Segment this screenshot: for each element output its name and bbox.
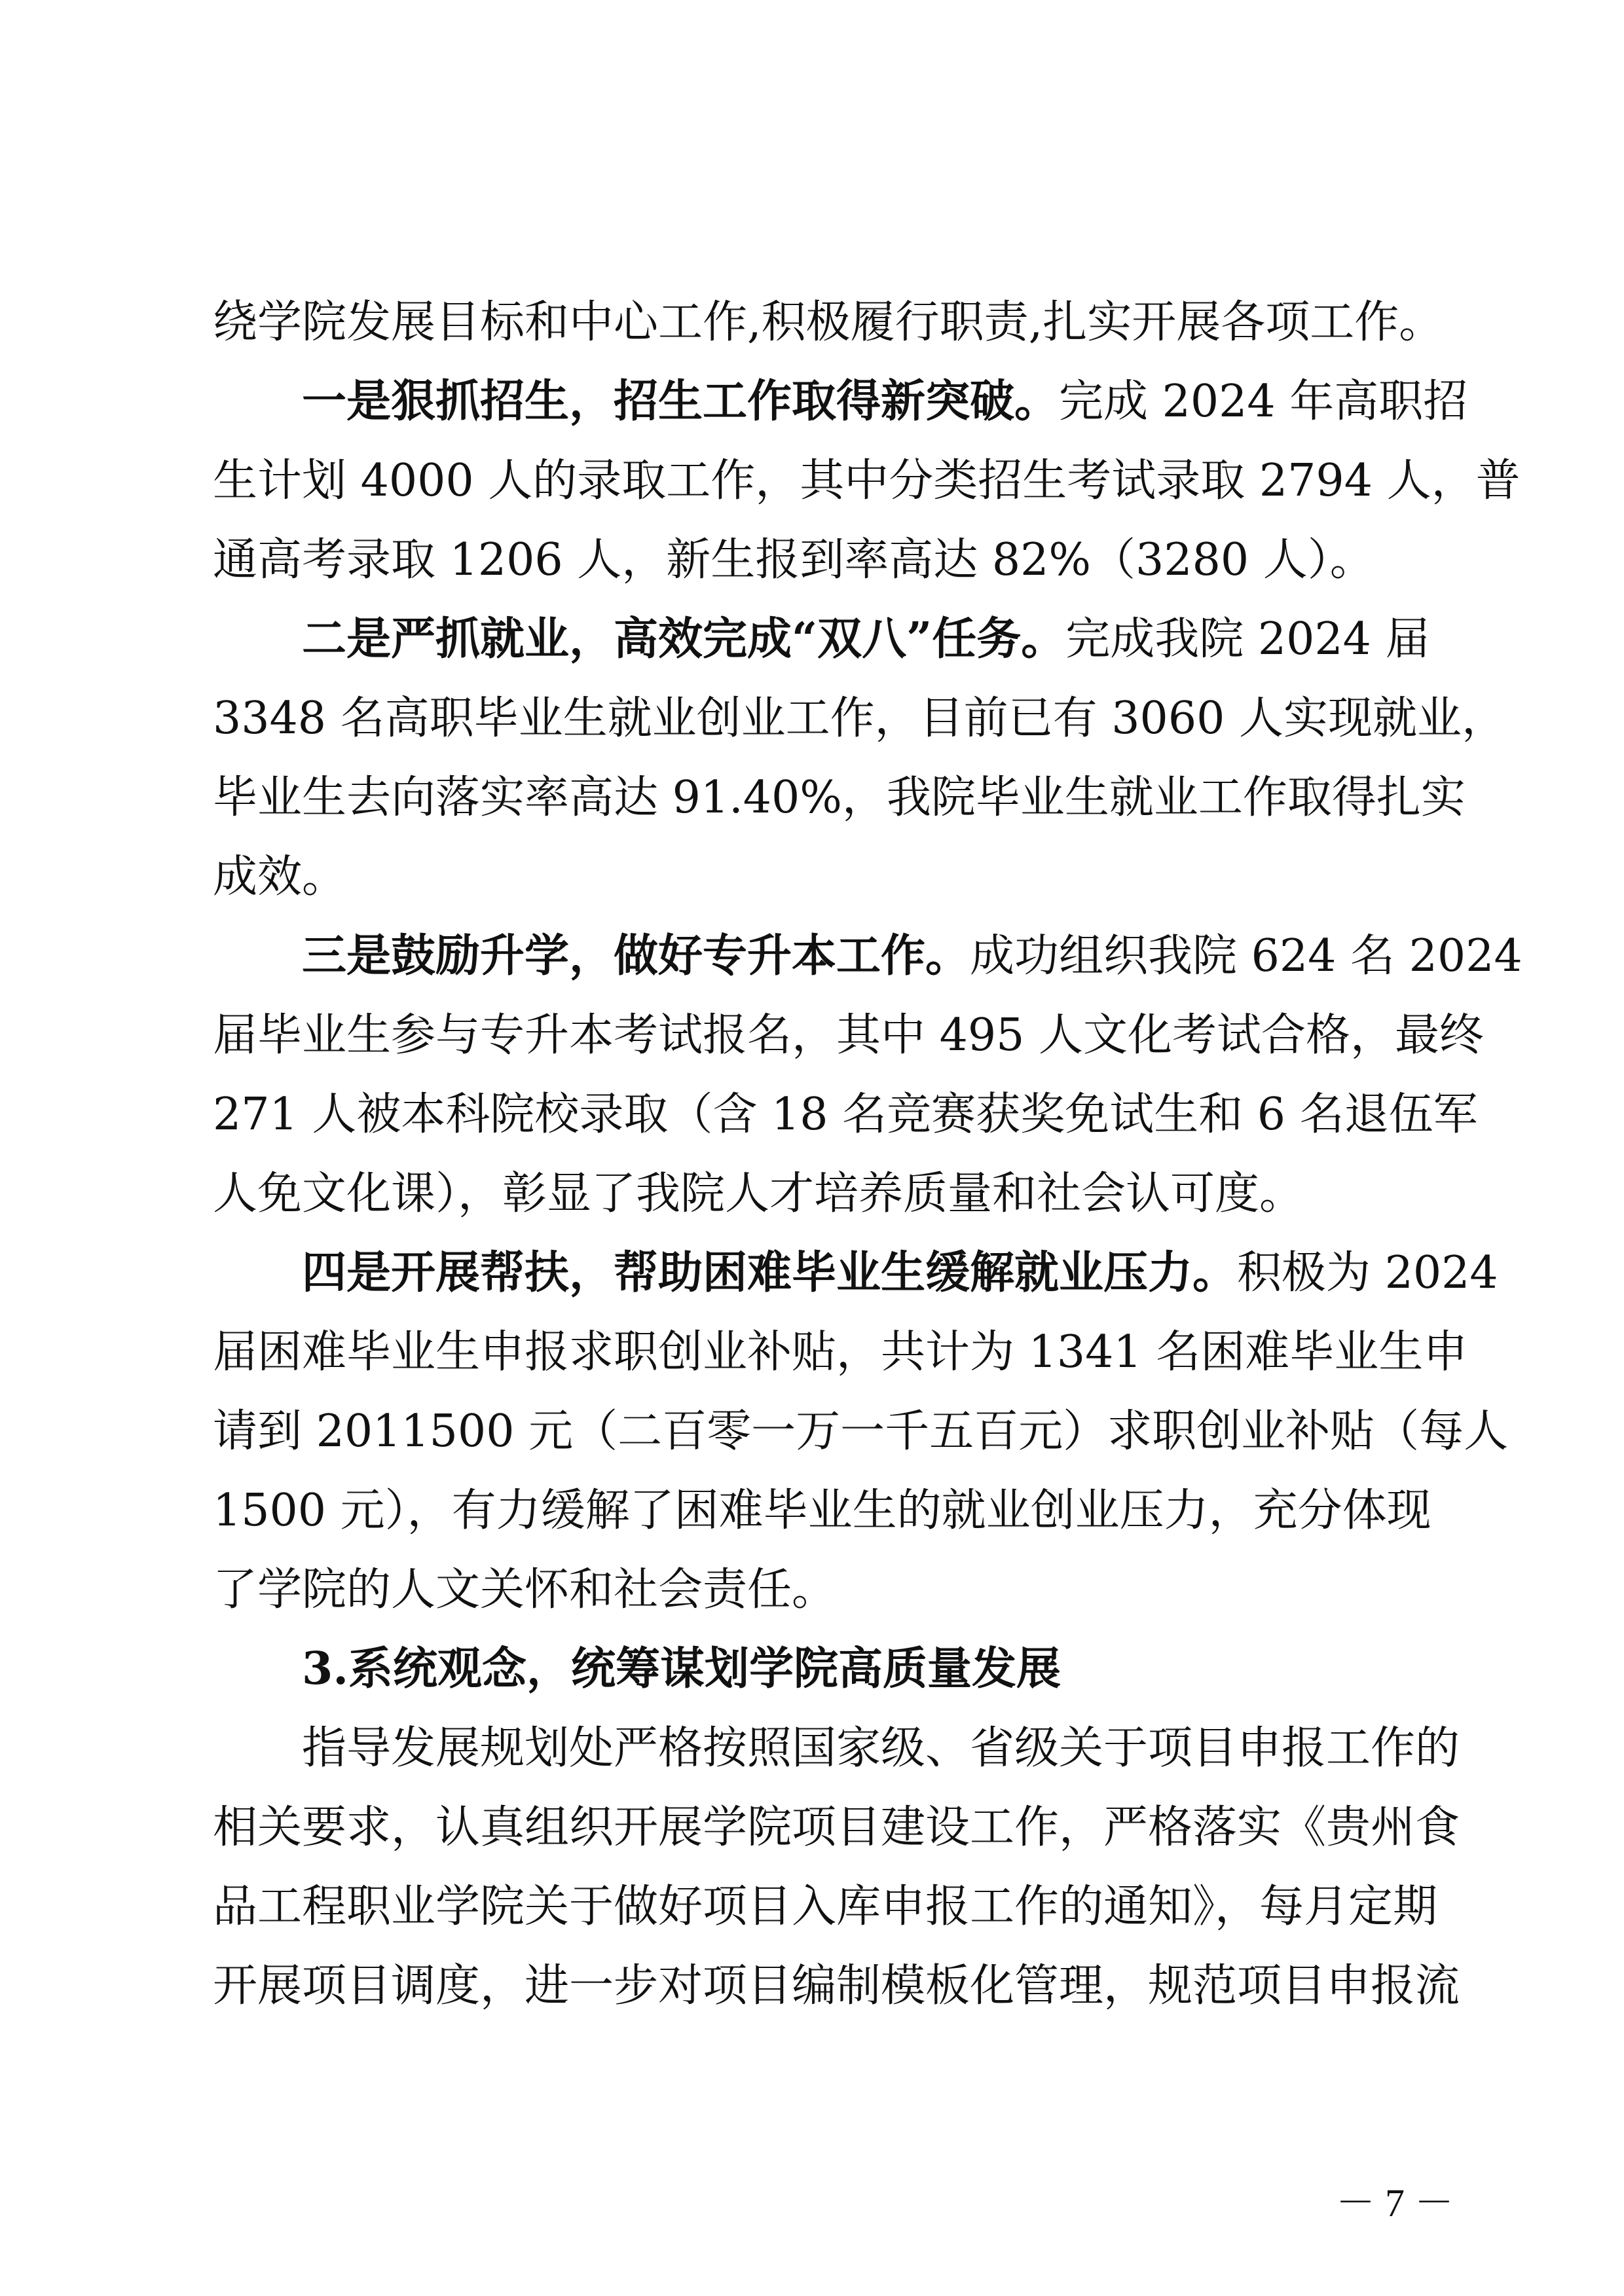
paragraph-lead-line: 二是严抓就业，高效完成“双八”任务。完成我院 2024 届 bbox=[302, 613, 1430, 665]
page-number: － 7 － bbox=[1336, 2181, 1454, 2225]
text-line: 届毕业生参与专升本考试报名，其中 495 人文化考试合格，最终 bbox=[213, 1010, 1485, 1061]
paragraph-lead: 二是严抓就业，高效完成“双八”任务。 bbox=[302, 613, 1066, 665]
paragraph-lead-line: 一是狠抓招生，招生工作取得新突破。完成 2024 年高职招 bbox=[302, 375, 1468, 428]
text-line: 生计划 4000 人的录取工作，其中分类招生考试录取 2794 人，普 bbox=[213, 455, 1521, 507]
text-line: 请到 2011500 元（二百零一万一千五百元）求职创业补贴（每人 bbox=[213, 1406, 1509, 1457]
text-line: 品工程职业学院关于做好项目入库申报工作的通知》，每月定期 bbox=[213, 1881, 1438, 1933]
text-line: 271 人被本科院校录取（含 18 名竞赛获奖免试生和 6 名退伍军 bbox=[213, 1089, 1478, 1140]
paragraph-lead: 四是开展帮扶，帮助困难毕业生缓解就业压力。 bbox=[302, 1247, 1238, 1299]
text-line: 相关要求，认真组织开展学院项目建设工作，严格落实《贵州食 bbox=[213, 1802, 1460, 1853]
text-line: 指导发展规划处严格按照国家级、省级关于项目申报工作的 bbox=[302, 1722, 1460, 1774]
paragraph-lead: 一是狠抓招生，招生工作取得新突破。 bbox=[302, 375, 1060, 428]
paragraph-lead-line: 三是鼓励升学，做好专升本工作。成功组织我院 624 名 2024 bbox=[302, 930, 1522, 982]
text-line: 3348 名高职毕业生就业创业工作，目前已有 3060 人实现就业， bbox=[213, 693, 1506, 744]
text-line: 人免文化课），彰显了我院人才培养质量和社会认可度。 bbox=[213, 1168, 1304, 1220]
text-line: 毕业生去向落实率高达 91.40%，我院毕业生就业工作取得扎实 bbox=[213, 772, 1466, 824]
text-line: 了学院的人文关怀和社会责任。 bbox=[213, 1564, 837, 1616]
text-line: 通高考录取 1206 人，新生报到率高达 82%（3280 人）。 bbox=[213, 534, 1375, 586]
text-line: 届困难毕业生申报求职创业补贴，共计为 1341 名困难毕业生申 bbox=[213, 1326, 1468, 1378]
section-heading: 3.系统观念，统筹谋划学院高质量发展 bbox=[302, 1643, 1061, 1695]
document-body bbox=[213, 283, 1522, 2026]
paragraph-lead: 三是鼓励升学，做好专升本工作。 bbox=[302, 930, 970, 982]
text-line: 绕学院发展目标和中心工作,积极履行职责,扎实开展各项工作。 bbox=[213, 297, 1444, 348]
text-line: 开展项目调度，进一步对项目编制模板化管理，规范项目申报流 bbox=[213, 1960, 1460, 2012]
text-line: 成效。 bbox=[213, 851, 347, 903]
paragraph-lead-line: 四是开展帮扶，帮助困难毕业生缓解就业压力。积极为 2024 bbox=[302, 1247, 1498, 1299]
text-line: 1500 元），有力缓解了困难毕业生的就业创业压力，充分体现 bbox=[213, 1485, 1431, 1537]
